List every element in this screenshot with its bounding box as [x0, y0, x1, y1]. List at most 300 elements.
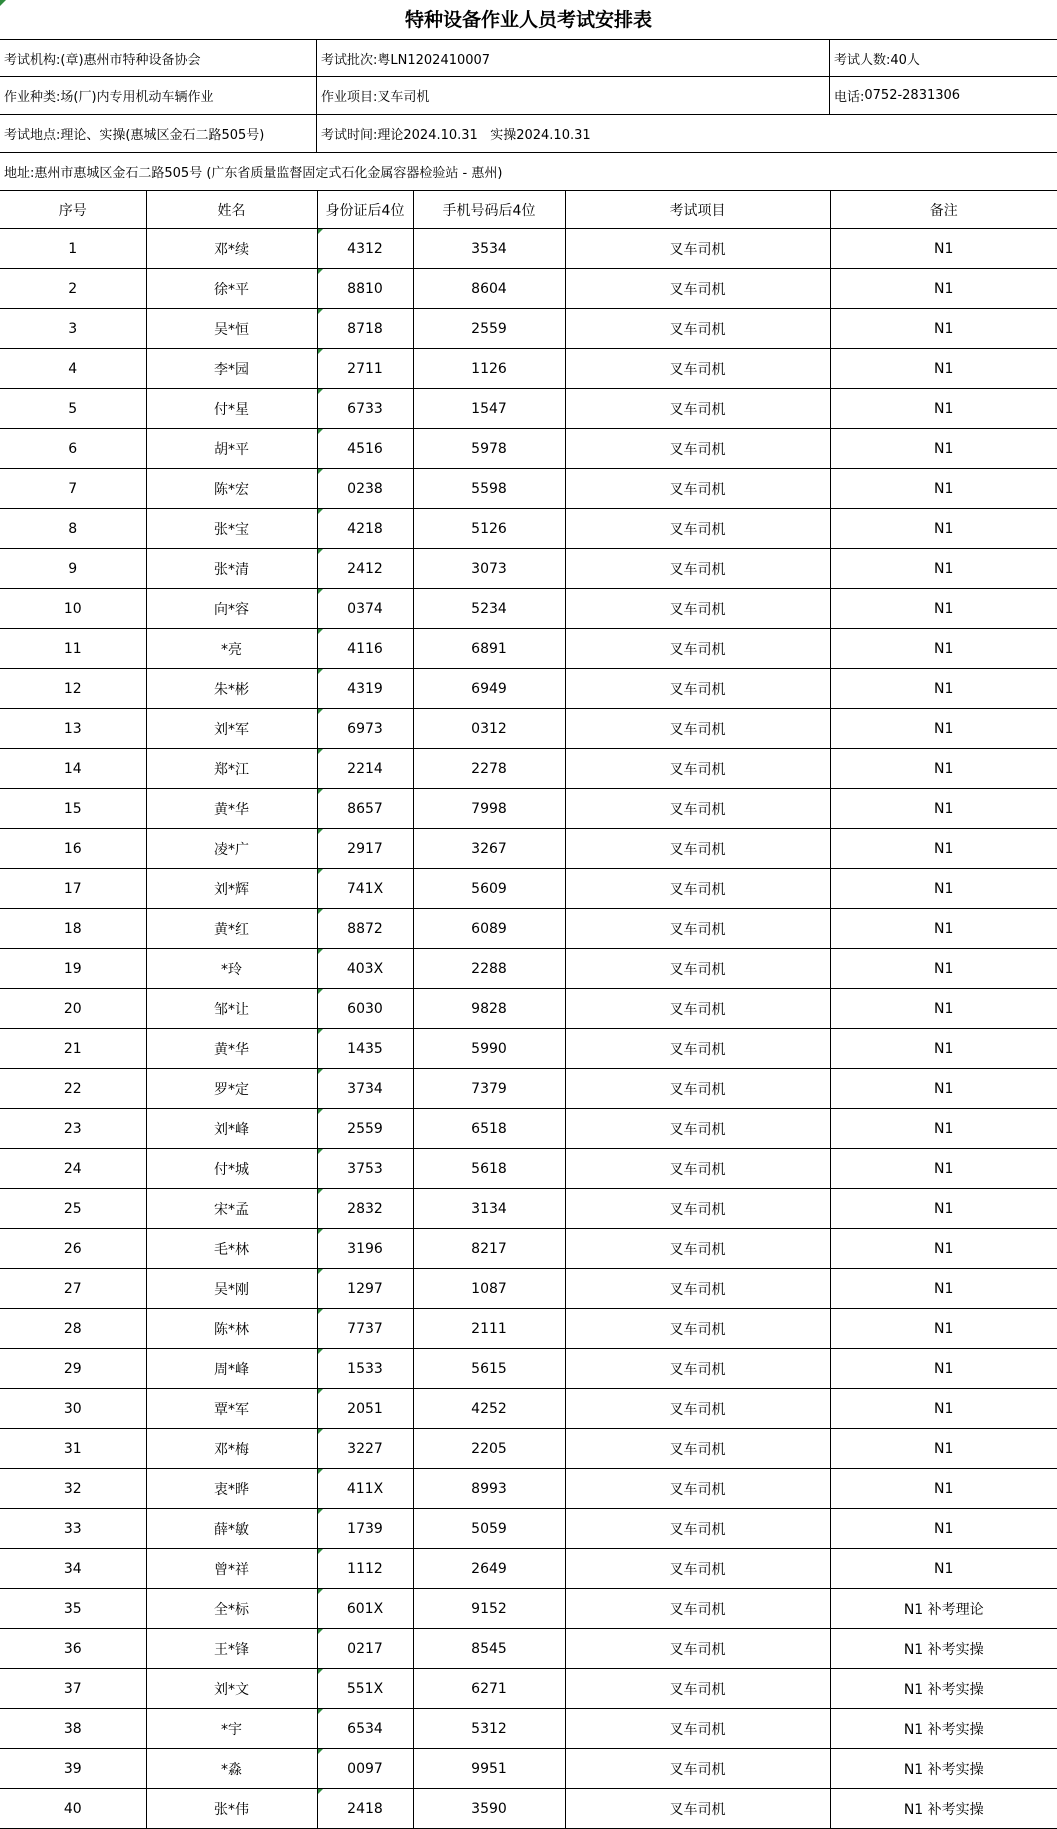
table-header-row: [0, 191, 1057, 229]
col-header-phone-last4: 手机号码后4位: [413, 191, 565, 229]
phone-last4: 3267: [413, 829, 565, 869]
table-row: [0, 1109, 1057, 1149]
row-index: 16: [0, 829, 146, 869]
row-index: 6: [0, 429, 146, 469]
remark: N1 补考实操: [830, 1749, 1057, 1789]
exam-item: 叉车司机: [565, 1109, 830, 1149]
candidate-name: 陈*林: [146, 1309, 317, 1349]
remark: N1: [830, 229, 1057, 269]
candidate-name: 刘*文: [146, 1669, 317, 1709]
id-last4: 1739: [317, 1509, 413, 1549]
candidate-name: 刘*峰: [146, 1109, 317, 1149]
remark: N1: [830, 389, 1057, 429]
row-index: 37: [0, 1669, 146, 1709]
phone-last4: 1126: [413, 349, 565, 389]
phone-last4: 6089: [413, 909, 565, 949]
row-index: 32: [0, 1469, 146, 1509]
candidate-name: 付*星: [146, 389, 317, 429]
exam-item: 叉车司机: [565, 669, 830, 709]
table-row: [0, 669, 1057, 709]
exam-item: 叉车司机: [565, 1589, 830, 1629]
col-header-exam-item: 考试项目: [565, 191, 830, 229]
exam-item: 叉车司机: [565, 949, 830, 989]
candidate-name: 邓*续: [146, 229, 317, 269]
row-index: 36: [0, 1629, 146, 1669]
candidate-name: *宇: [146, 1709, 317, 1749]
page-title: 特种设备作业人员考试安排表: [0, 0, 1057, 40]
remark: N1: [830, 1069, 1057, 1109]
row-index: 24: [0, 1149, 146, 1189]
info-row-3: [0, 115, 1057, 153]
work-category-cell: [0, 77, 317, 114]
row-index: 21: [0, 1029, 146, 1069]
exam-batch-value: 粤LN1202410007: [377, 52, 491, 68]
candidate-name: 郑*江: [146, 749, 317, 789]
table-row: [0, 1269, 1057, 1309]
phone-last4: 6891: [413, 629, 565, 669]
exam-item: 叉车司机: [565, 1469, 830, 1509]
remark: N1: [830, 629, 1057, 669]
table-row: [0, 1389, 1057, 1429]
id-last4: 1112: [317, 1549, 413, 1589]
exam-item: 叉车司机: [565, 1549, 830, 1589]
id-last4: 4312: [317, 229, 413, 269]
row-index: 30: [0, 1389, 146, 1429]
remark: N1: [830, 309, 1057, 349]
candidate-name: 薛*敏: [146, 1509, 317, 1549]
id-last4: 6733: [317, 389, 413, 429]
remark: N1: [830, 1309, 1057, 1349]
exam-item: 叉车司机: [565, 1709, 830, 1749]
candidate-name: 付*城: [146, 1149, 317, 1189]
table-row: [0, 1589, 1057, 1629]
exam-org-value: (章)惠州市特种设备协会: [60, 52, 201, 68]
phone-last4: 2288: [413, 949, 565, 989]
candidate-name: *亮: [146, 629, 317, 669]
exam-item: 叉车司机: [565, 1389, 830, 1429]
id-last4: 6534: [317, 1709, 413, 1749]
phone-last4: 3073: [413, 549, 565, 589]
phone-cell: [830, 77, 1057, 114]
table-row: [0, 1629, 1057, 1669]
remark: N1 补考实操: [830, 1629, 1057, 1669]
remark: N1: [830, 1189, 1057, 1229]
exam-item: 叉车司机: [565, 309, 830, 349]
phone-last4: 2278: [413, 749, 565, 789]
phone-last4: 7379: [413, 1069, 565, 1109]
phone-last4: 6949: [413, 669, 565, 709]
exam-item: 叉车司机: [565, 389, 830, 429]
remark: N1: [830, 349, 1057, 389]
work-item-cell: [317, 77, 830, 114]
id-last4: 3753: [317, 1149, 413, 1189]
row-index: 26: [0, 1229, 146, 1269]
remark: N1: [830, 909, 1057, 949]
remark: N1: [830, 429, 1057, 469]
candidate-name: 宋*孟: [146, 1189, 317, 1229]
phone-last4: 5978: [413, 429, 565, 469]
row-index: 23: [0, 1109, 146, 1149]
candidate-name: 黄*华: [146, 1029, 317, 1069]
id-last4: 551X: [317, 1669, 413, 1709]
phone-last4: 8993: [413, 1469, 565, 1509]
phone-last4: 0312: [413, 709, 565, 749]
id-last4: 0238: [317, 469, 413, 509]
row-index: 7: [0, 469, 146, 509]
id-last4: 2917: [317, 829, 413, 869]
row-index: 35: [0, 1589, 146, 1629]
phone-last4: 5059: [413, 1509, 565, 1549]
info-row-1: [0, 40, 1057, 77]
row-index: 17: [0, 869, 146, 909]
remark: N1: [830, 1269, 1057, 1309]
exam-item: 叉车司机: [565, 1309, 830, 1349]
col-header-index: 序号: [0, 191, 146, 229]
table-row: [0, 1549, 1057, 1589]
table-row: [0, 1749, 1057, 1789]
remark: N1 补考实操: [830, 1789, 1057, 1829]
phone-last4: 2205: [413, 1429, 565, 1469]
table-row: [0, 1509, 1057, 1549]
id-last4: 4218: [317, 509, 413, 549]
exam-item: 叉车司机: [565, 1629, 830, 1669]
id-last4: 4116: [317, 629, 413, 669]
exam-item: 叉车司机: [565, 589, 830, 629]
exam-item: 叉车司机: [565, 749, 830, 789]
row-index: 25: [0, 1189, 146, 1229]
phone-last4: 2559: [413, 309, 565, 349]
phone-last4: 6271: [413, 1669, 565, 1709]
phone-last4: 8545: [413, 1629, 565, 1669]
remark: N1: [830, 749, 1057, 789]
phone-last4: 7998: [413, 789, 565, 829]
id-last4: 2412: [317, 549, 413, 589]
row-index: 2: [0, 269, 146, 309]
candidate-name: 邓*梅: [146, 1429, 317, 1469]
phone-last4: 2111: [413, 1309, 565, 1349]
remark: N1: [830, 1149, 1057, 1189]
phone-last4: 5126: [413, 509, 565, 549]
candidate-name: 吴*刚: [146, 1269, 317, 1309]
exam-count-value: 40人: [890, 52, 920, 68]
candidate-name: 王*锋: [146, 1629, 317, 1669]
exam-item: 叉车司机: [565, 1229, 830, 1269]
id-last4: 1533: [317, 1349, 413, 1389]
exam-place-value: 理论、实操(惠城区金石二路505号): [60, 128, 265, 143]
candidate-name: 刘*辉: [146, 869, 317, 909]
row-index: 15: [0, 789, 146, 829]
candidate-name: 李*园: [146, 349, 317, 389]
phone-last4: 4252: [413, 1389, 565, 1429]
phone-last4: 3134: [413, 1189, 565, 1229]
phone-last4: 5598: [413, 469, 565, 509]
table-row: [0, 349, 1057, 389]
exam-item: 叉车司机: [565, 549, 830, 589]
phone-last4: 1087: [413, 1269, 565, 1309]
id-last4: 0374: [317, 589, 413, 629]
table-row: [0, 789, 1057, 829]
remark: N1: [830, 829, 1057, 869]
id-last4: 8657: [317, 789, 413, 829]
table-row: [0, 389, 1057, 429]
exam-place-cell: [0, 115, 317, 152]
remark: N1: [830, 269, 1057, 309]
phone-last4: 5609: [413, 869, 565, 909]
candidate-name: 罗*定: [146, 1069, 317, 1109]
exam-item: 叉车司机: [565, 829, 830, 869]
work-item-value: 叉车司机: [377, 90, 430, 105]
table-row: [0, 469, 1057, 509]
table-row: [0, 1669, 1057, 1709]
remark: N1 补考理论: [830, 1589, 1057, 1629]
phone-last4: 5312: [413, 1709, 565, 1749]
table-row: [0, 949, 1057, 989]
id-last4: 1435: [317, 1029, 413, 1069]
candidate-name: 衷*晔: [146, 1469, 317, 1509]
exam-item: 叉车司机: [565, 1189, 830, 1229]
row-index: 5: [0, 389, 146, 429]
row-index: 10: [0, 589, 146, 629]
table-body: [0, 229, 1057, 1829]
exam-org-cell: [0, 40, 317, 76]
id-last4: 6973: [317, 709, 413, 749]
phone-last4: 9152: [413, 1589, 565, 1629]
id-last4: 7737: [317, 1309, 413, 1349]
exam-item: 叉车司机: [565, 269, 830, 309]
remark: N1: [830, 1549, 1057, 1589]
table-row: [0, 1709, 1057, 1749]
phone-last4: 6518: [413, 1109, 565, 1149]
address-label: 地址:: [4, 166, 35, 181]
candidate-name: 周*峰: [146, 1349, 317, 1389]
candidate-name: 胡*平: [146, 429, 317, 469]
remark: N1: [830, 1229, 1057, 1269]
id-last4: 8810: [317, 269, 413, 309]
exam-item: 叉车司机: [565, 1749, 830, 1789]
table-row: [0, 549, 1057, 589]
exam-batch-label: 考试批次:: [321, 52, 378, 68]
exam-time-label: 考试时间:: [321, 128, 378, 143]
phone-last4: 9828: [413, 989, 565, 1029]
exam-item: 叉车司机: [565, 989, 830, 1029]
id-last4: 403X: [317, 949, 413, 989]
address-cell: [0, 153, 1057, 190]
table-row: [0, 229, 1057, 269]
candidate-name: 徐*平: [146, 269, 317, 309]
table-row: [0, 909, 1057, 949]
row-index: 20: [0, 989, 146, 1029]
id-last4: 2711: [317, 349, 413, 389]
row-index: 13: [0, 709, 146, 749]
exam-place-label: 考试地点:: [4, 128, 61, 143]
exam-batch-cell: [317, 40, 830, 76]
candidate-name: 吴*恒: [146, 309, 317, 349]
candidate-name: 张*伟: [146, 1789, 317, 1829]
exam-time-cell: [317, 115, 1057, 152]
phone-last4: 3590: [413, 1789, 565, 1829]
row-index: 31: [0, 1429, 146, 1469]
row-index: 11: [0, 629, 146, 669]
row-index: 9: [0, 549, 146, 589]
id-last4: 8872: [317, 909, 413, 949]
table-row: [0, 269, 1057, 309]
exam-item: 叉车司机: [565, 1269, 830, 1309]
exam-item: 叉车司机: [565, 1069, 830, 1109]
candidate-name: 黄*红: [146, 909, 317, 949]
row-index: 29: [0, 1349, 146, 1389]
exam-item: 叉车司机: [565, 349, 830, 389]
id-last4: 4319: [317, 669, 413, 709]
phone-last4: 5615: [413, 1349, 565, 1389]
exam-count-label: 考试人数:: [834, 52, 891, 68]
candidate-name: 张*宝: [146, 509, 317, 549]
exam-item: 叉车司机: [565, 509, 830, 549]
exam-item: 叉车司机: [565, 229, 830, 269]
work-item-label: 作业项目:: [321, 90, 378, 105]
id-last4: 2832: [317, 1189, 413, 1229]
table-row: [0, 629, 1057, 669]
table-row: [0, 749, 1057, 789]
candidate-name: 邹*让: [146, 989, 317, 1029]
work-category-label: 作业种类:: [4, 90, 61, 105]
exam-item: 叉车司机: [565, 1149, 830, 1189]
remark: N1 补考实操: [830, 1709, 1057, 1749]
remark: N1: [830, 1429, 1057, 1469]
phone-last4: 5234: [413, 589, 565, 629]
exam-item: 叉车司机: [565, 1349, 830, 1389]
remark: N1: [830, 869, 1057, 909]
remark: N1: [830, 589, 1057, 629]
row-index: 22: [0, 1069, 146, 1109]
row-index: 1: [0, 229, 146, 269]
remark: N1: [830, 469, 1057, 509]
table-row: [0, 429, 1057, 469]
col-header-id-last4: 身份证后4位: [317, 191, 413, 229]
candidate-name: *玲: [146, 949, 317, 989]
row-index: 12: [0, 669, 146, 709]
remark: N1: [830, 1389, 1057, 1429]
id-last4: 8718: [317, 309, 413, 349]
row-index: 18: [0, 909, 146, 949]
exam-item: 叉车司机: [565, 1429, 830, 1469]
phone-last4: 8604: [413, 269, 565, 309]
phone-last4: 2649: [413, 1549, 565, 1589]
remark: N1: [830, 1469, 1057, 1509]
table-row: [0, 1309, 1057, 1349]
id-last4: 2051: [317, 1389, 413, 1429]
id-last4: 1297: [317, 1269, 413, 1309]
exam-item: 叉车司机: [565, 909, 830, 949]
remark: N1: [830, 509, 1057, 549]
id-last4: 2559: [317, 1109, 413, 1149]
table-row: [0, 1229, 1057, 1269]
id-last4: 3227: [317, 1429, 413, 1469]
work-category-value: 场(厂)内专用机动车辆作业: [60, 90, 214, 105]
row-index: 34: [0, 1549, 146, 1589]
exam-item: 叉车司机: [565, 1669, 830, 1709]
table-row: [0, 1189, 1057, 1229]
id-last4: 3196: [317, 1229, 413, 1269]
id-last4: 741X: [317, 869, 413, 909]
candidate-name: 陈*宏: [146, 469, 317, 509]
exam-item: 叉车司机: [565, 709, 830, 749]
row-index: 28: [0, 1309, 146, 1349]
exam-org-label: 考试机构:: [4, 52, 61, 68]
exam-item: 叉车司机: [565, 1509, 830, 1549]
exam-item: 叉车司机: [565, 1789, 830, 1829]
table-row: [0, 1029, 1057, 1069]
phone-last4: 8217: [413, 1229, 565, 1269]
table-row: [0, 1789, 1057, 1829]
id-last4: 6030: [317, 989, 413, 1029]
candidate-name: *淼: [146, 1749, 317, 1789]
remark: N1: [830, 669, 1057, 709]
phone-value: 0752-2831306: [864, 88, 961, 103]
remark: N1: [830, 989, 1057, 1029]
table-row: [0, 1069, 1057, 1109]
address-value: 惠州市惠城区金石二路505号 (广东省质量监督固定式石化金属容器检验站 - 惠州): [34, 166, 503, 181]
id-last4: 4516: [317, 429, 413, 469]
table-row: [0, 309, 1057, 349]
exam-item: 叉车司机: [565, 789, 830, 829]
row-index: 14: [0, 749, 146, 789]
table-row: [0, 989, 1057, 1029]
exam-item: 叉车司机: [565, 1029, 830, 1069]
table-row: [0, 709, 1057, 749]
remark: N1: [830, 549, 1057, 589]
exam-item: 叉车司机: [565, 629, 830, 669]
remark: N1: [830, 1029, 1057, 1069]
id-last4: 0217: [317, 1629, 413, 1669]
remark: N1: [830, 1109, 1057, 1149]
exam-item: 叉车司机: [565, 869, 830, 909]
row-index: 4: [0, 349, 146, 389]
candidate-table: [0, 191, 1057, 1829]
table-row: [0, 1469, 1057, 1509]
remark: N1: [830, 949, 1057, 989]
row-index: 40: [0, 1789, 146, 1829]
candidate-name: 全*标: [146, 1589, 317, 1629]
remark: N1 补考实操: [830, 1669, 1057, 1709]
table-row: [0, 509, 1057, 549]
id-last4: 2214: [317, 749, 413, 789]
col-header-remark: 备注: [830, 191, 1057, 229]
info-row-2: [0, 77, 1057, 115]
candidate-name: 凌*广: [146, 829, 317, 869]
row-index: 33: [0, 1509, 146, 1549]
cell-marker-icon: [0, 0, 6, 6]
table-row: [0, 1349, 1057, 1389]
id-last4: 411X: [317, 1469, 413, 1509]
table-row: [0, 869, 1057, 909]
candidate-name: 黄*华: [146, 789, 317, 829]
info-row-4: [0, 153, 1057, 191]
table-row: [0, 1429, 1057, 1469]
remark: N1: [830, 1509, 1057, 1549]
row-index: 38: [0, 1709, 146, 1749]
exam-count-cell: [830, 40, 1057, 76]
id-last4: 3734: [317, 1069, 413, 1109]
exam-item: 叉车司机: [565, 469, 830, 509]
col-header-name: 姓名: [146, 191, 317, 229]
table-row: [0, 829, 1057, 869]
row-index: 19: [0, 949, 146, 989]
candidate-name: 覃*军: [146, 1389, 317, 1429]
exam-time-value: 理论2024.10.31 实操2024.10.31: [377, 128, 591, 143]
candidate-name: 毛*林: [146, 1229, 317, 1269]
candidate-name: 朱*彬: [146, 669, 317, 709]
phone-last4: 1547: [413, 389, 565, 429]
